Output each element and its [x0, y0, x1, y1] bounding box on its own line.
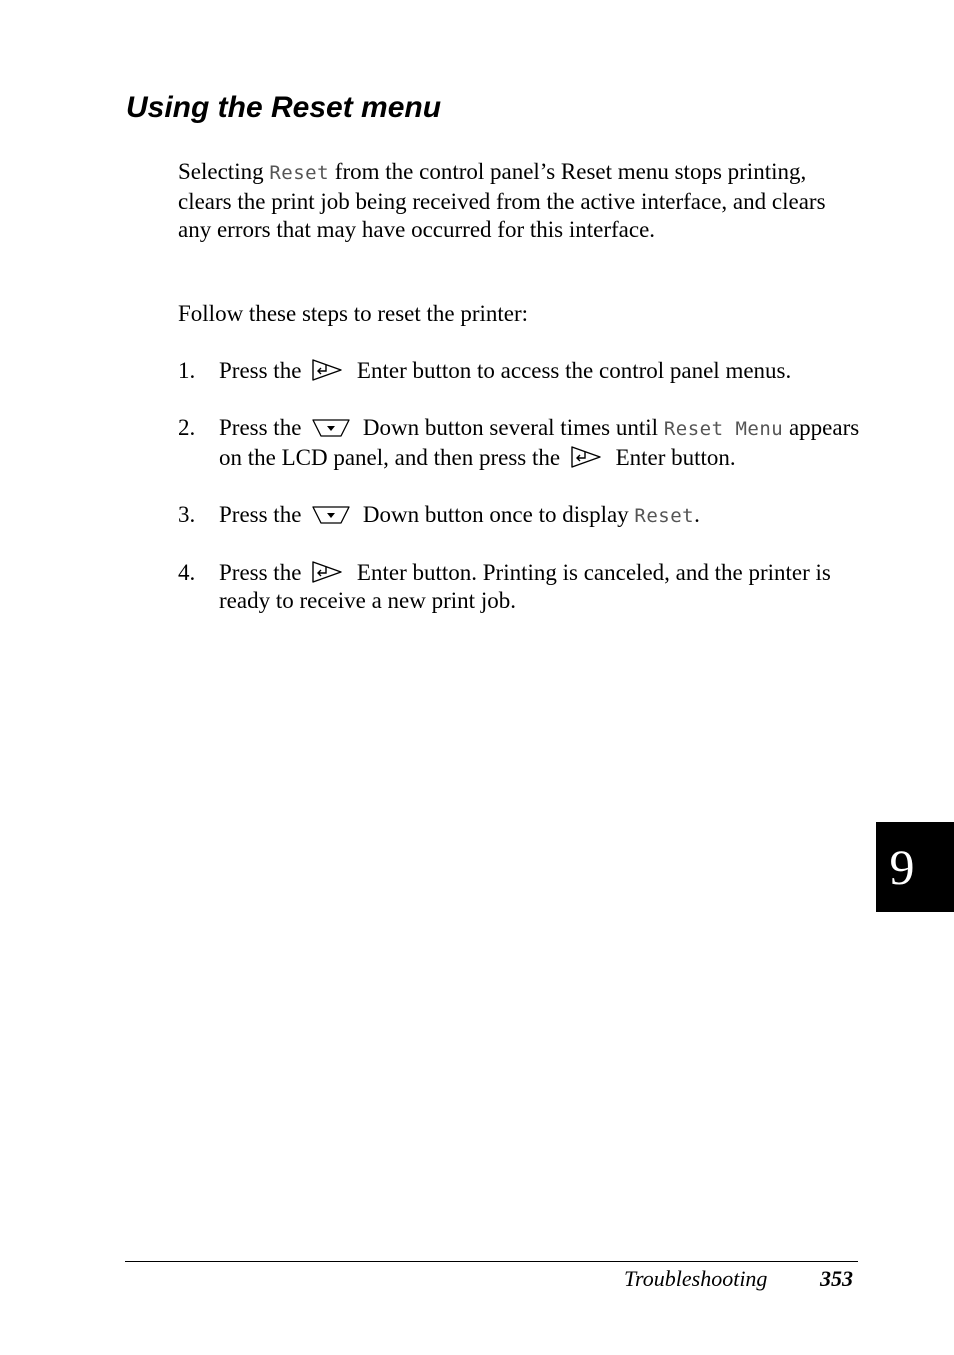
chapter-tab: 9 — [876, 822, 954, 912]
step-text: Press the — [219, 559, 302, 585]
enter-button-icon — [570, 445, 604, 469]
step-2 — [178, 414, 868, 472]
intro-text-start: Selecting — [178, 159, 270, 184]
lcd-text-reset-menu: Reset Menu — [663, 418, 784, 440]
step-text: Press the — [219, 358, 302, 383]
intro-paragraph — [178, 158, 858, 245]
step-text: Down button several times until — [362, 415, 664, 440]
step-text: Press the — [219, 501, 302, 527]
down-button-icon — [311, 417, 351, 439]
step-text: . — [694, 501, 700, 527]
step-text: appears on the LCD panel, and then press the — [219, 415, 860, 470]
step-number: 3. — [178, 501, 196, 527]
step-text: Enter button. Printing is canceled, and the printer is ready to receive a new print job. — [219, 559, 831, 613]
footer-rule — [125, 1261, 858, 1262]
steps-list — [178, 357, 868, 644]
lcd-text-reset: Reset — [634, 504, 695, 527]
footer-section-title: Troubleshooting — [624, 1266, 768, 1291]
step-text: Press the — [219, 415, 302, 440]
page-number: 353 — [820, 1266, 853, 1291]
step-text: Enter button to access the control panel menus. — [356, 358, 792, 383]
step-number: 1. — [178, 358, 196, 383]
enter-button-icon — [311, 358, 345, 382]
step-4 — [178, 559, 868, 616]
step-number: 4. — [178, 559, 196, 585]
lcd-text-reset: Reset — [269, 162, 330, 184]
step-number: 2. — [178, 415, 196, 440]
enter-button-icon — [311, 560, 345, 584]
page-title: Using the Reset menu — [126, 91, 442, 124]
intro-text-end: from the control panel’s Reset menu stops printing, clears the print job being received from the active interface, and clears any errors that may have occurred for this interface. — [178, 159, 826, 242]
step-3 — [178, 501, 868, 531]
step-1 — [178, 357, 868, 386]
step-text: Down button once to display — [362, 501, 635, 527]
down-button-icon — [311, 504, 351, 526]
step-text: Enter button. — [615, 444, 736, 470]
lead-in-paragraph: Follow these steps to reset the printer: — [178, 301, 529, 326]
